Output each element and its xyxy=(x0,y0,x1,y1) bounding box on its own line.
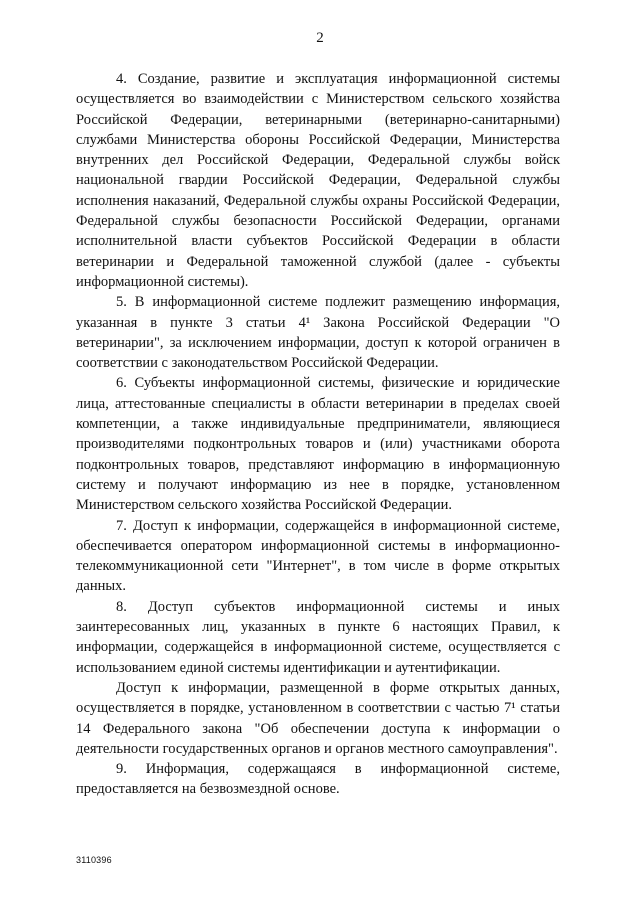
paragraph-6: 6. Субъекты информационной системы, физические и юридические лица, аттестованные специалисты в области ветеринарии в пределах своей компетенции, а также индивидуальные предприниматели, являющиеся производителями подконтрольных товаров и (или) участниками оборота подконтрольных товаров, представляют информацию в информационную систему и получают информацию из нее в порядке, установленном Министерством сельского хозяйства Российской Федерации. xyxy=(76,375,560,514)
paragraph-8: 8. Доступ субъектов информационной системы и иных заинтересованных лиц, указанных в пункте 6 настоящих Правил, к информации, содержащейся в информационной системе, осуществляется с использованием единой системы идентификации и аутентификации. xyxy=(76,598,560,676)
page-number: 2 xyxy=(316,30,324,46)
paragraph-9: 9. Информация, содержащаяся в информационной системе, предоставляется на безвозмездной основе. xyxy=(76,761,560,798)
document-body xyxy=(76,69,560,800)
paragraph-7: 7. Доступ к информации, содержащейся в информационной системе, обеспечивается оператором информационной системы в информационно-телекоммуникационной сети "Интернет", в том числе в форме открытых данных. xyxy=(76,517,560,595)
paragraph-5: 5. В информационной системе подлежит размещению информация, указанная в пункте 3 статьи 4¹ Закона Российской Федерации "О ветеринарии", за исключением информации, доступ к которой ограничен в соответствии с законодательством Российской Федерации. xyxy=(76,294,560,372)
paragraph-4: 4. Создание, развитие и эксплуатация информационной системы осуществляется во взаимодействии с Министерством сельского хозяйства Российской Федерации, ветеринарными (ветеринарно-санитарными) службами Министерства обороны Российской Федерации, Министерства внутренних дел Российской Федерации, Федеральной службы войск национальной гвардии Российской Федерации, Федеральной службы исполнения наказаний, Федеральной службы охраны Российской Федерации, Федеральной службы безопасности Российской Федерации, органами исполнительной власти субъектов Российской Федерации в области ветеринарии и Федеральной таможенной службой (далее - субъекты информационной системы). xyxy=(76,71,560,290)
document-code: 3110396 xyxy=(76,855,112,865)
paragraph-8-open-data: Доступ к информации, размещенной в форме открытых данных, осуществляется в порядке, установленном в соответствии с частью 7¹ статьи 14 Федерального закона "Об обеспечении доступа к информации о деятельности государственных органов и органов местного самоуправления". xyxy=(76,679,560,757)
